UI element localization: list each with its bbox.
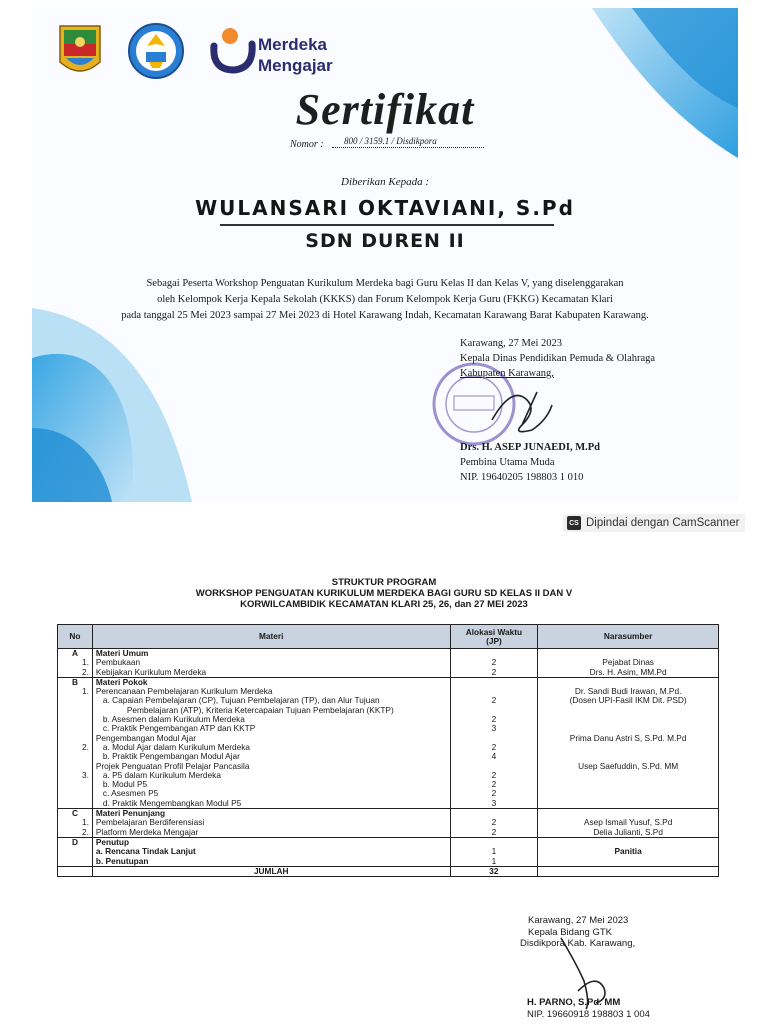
header-jp-line1: Alokasi Waktu [465,626,523,637]
cell-materi: a. P5 dalam Kurikulum Merdeka [92,771,450,780]
program-signer-name: H. PARNO, S.Pd. MM [527,997,621,1008]
program-subtitle: WORKSHOP PENGUATAN KURIKULUM MERDEKA BAGI GURU SD KELAS II DAN V [195,588,573,599]
nomor-label: Nomor : [290,139,324,150]
signer-nip: NIP. 19640205 198803 1 010 [460,472,584,483]
cell-narasumber: Prima Danu Astri S, S.Pd. M.Pd [538,734,719,743]
cell-no: 2. [58,828,93,838]
program-signer-title2: Disdikpora Kab. Karawang, [520,938,636,949]
cell-jp: 2 [450,789,538,798]
brand-line1: Merdeka [258,35,327,54]
camscanner-text: Dipindai dengan CamScanner [586,517,740,529]
table-row [58,668,719,678]
cell-jp: 1 [450,847,538,856]
program-place-date: Karawang, 27 Mei 2023 [528,915,629,926]
cell-no [58,706,93,715]
cell-no [58,847,93,856]
brand-line2: Mengajar [258,56,333,75]
cell-no [58,724,93,733]
given-to-label: Diberikan Kepada : [341,176,429,188]
cell-no: 2. [58,743,93,752]
header-narasumber: Narasumber [538,625,719,649]
cell-narasumber: Pejabat Dinas [538,658,719,667]
cell-narasumber: Drs. H. Asim, MM.Pd [538,668,719,678]
cell-materi: b. Praktik Pengembangan Modul Ajar [92,752,450,761]
cell-materi: Pengembangan Modul Ajar [92,734,450,743]
header-jp [450,625,538,649]
program-table-body [58,649,719,877]
header-no: No [58,625,93,649]
certificate-signer [460,440,600,485]
cell-no [58,752,93,761]
total-narasumber-empty [538,866,719,876]
cell-materi: b. Modul P5 [92,780,450,789]
cell-jp [450,677,538,687]
cell-materi: Pembelajaran Berdiferensiasi [92,818,450,827]
cell-materi: a. Rencana Tindak Lanjut [92,847,450,856]
cell-no: B [58,677,93,687]
cell-jp: 1 [450,857,538,867]
decorative-wave-background [32,8,738,502]
merdeka-mengajar-wordmark [258,34,333,76]
description-line: Sebagai Peserta Workshop Penguatan Kurikulum Merdeka bagi Guru Kelas II dan Kelas V, yang diselenggarakan [146,278,624,289]
cell-jp: 2 [450,668,538,678]
total-spacer [58,866,93,876]
recipient-name: WULANSARI OKTAVIANI, S.Pd [195,196,575,220]
certificate-signature-header [460,336,655,381]
cell-no: 1. [58,687,93,696]
cell-no: 1. [58,658,93,667]
cell-jp: 2 [450,818,538,827]
program-table [57,624,719,877]
cell-materi: Pembukaan [92,658,450,667]
sign-title-line1: Kepala Dinas Pendidikan Pemuda & Olahraga [460,353,656,364]
cell-no: 2. [58,668,93,678]
signature-icon [482,380,562,440]
cell-no: D [58,837,93,847]
program-subtitle-2: KORWILCAMBIDIK KECAMATAN KLARI 25, 26, dan 27 MEI 2023 [240,599,528,610]
cell-no: 1. [58,818,93,827]
cell-jp: 2 [450,771,538,780]
cell-narasumber [538,706,719,715]
cell-narasumber [538,771,719,780]
cell-jp: 2 [450,828,538,838]
cell-narasumber [538,857,719,867]
cell-materi: Materi Penunjang [92,809,450,819]
cell-narasumber [538,799,719,809]
cell-materi: Penutup [92,837,450,847]
cell-materi: a. Modul Ajar dalam Kurikulum Merdeka [92,743,450,752]
cell-materi: Materi Umum [92,649,450,659]
cell-materi: Pembelajaran (ATP), Kriteria Ketercapaian Tujuan Pembelajaran (KKTP) [92,706,450,715]
cell-no: C [58,809,93,819]
cell-no [58,715,93,724]
sign-title-line2: Kabupaten Karawang, [460,368,554,379]
school-name: SDN DUREN II [305,230,465,252]
table-row [58,828,719,838]
cell-narasumber: Asep Ismail Yusuf, S.Pd [538,818,719,827]
table-row [58,857,719,867]
signer-rank: Pembina Utama Muda [460,457,555,468]
cell-no [58,780,93,789]
cell-materi: b. Penutupan [92,857,450,867]
table-header-row [58,625,719,649]
merdeka-mengajar-logo-icon [208,24,258,74]
cell-jp: 2 [450,658,538,667]
cell-materi: Kebijakan Kurikulum Merdeka [92,668,450,678]
cell-narasumber [538,715,719,724]
program-signer-title1: Kepala Bidang GTK [528,926,612,938]
cell-narasumber [538,780,719,789]
cell-no: 3. [58,771,93,780]
cell-no [58,696,93,705]
camscanner-watermark [563,514,745,532]
camscanner-icon: CS [567,516,581,530]
cell-narasumber: Delia Julianti, S.Pd [538,828,719,838]
table-row [58,847,719,856]
cell-narasumber: Panitia [538,847,719,856]
cell-materi: Perencanaan Pembelajaran Kurikulum Merdeka [92,687,450,696]
cell-narasumber [538,789,719,798]
cell-narasumber: (Dosen UPI-Fasil IKM Dit. PSD) [538,696,719,705]
header-materi: Materi [92,625,450,649]
cell-jp: 2 [450,743,538,752]
cell-materi: Materi Pokok [92,677,450,687]
cell-materi: a. Capaian Pembelajaran (CP), Tujuan Pembelajaran (TP), dan Alur Tujuan [92,696,450,705]
cell-jp: 4 [450,752,538,761]
program-signer [527,997,650,1020]
cell-no: A [58,649,93,659]
nomor-value: 800 / 3159.1 / Disdikpora [332,136,484,148]
total-value: 32 [450,866,538,876]
certificate-title: Sertifikat [295,85,475,134]
program-signature-header [520,915,635,950]
sign-place-date: Karawang, 27 Mei 2023 [460,338,563,349]
cell-materi: c. Asesmen P5 [92,789,450,798]
cell-no [58,789,93,798]
cell-jp: 3 [450,799,538,809]
cell-narasumber: Dr. Sandi Budi Irawan, M.Pd. [538,687,719,696]
certificate-page [32,8,738,502]
description-line: pada tanggal 25 Mei 2023 sampai 27 Mei 2023 di Hotel Karawang Indah, Kecamatan Karawang Barat Kabupaten Karawang. [121,310,649,321]
cell-narasumber: Usep Saefuddin, S.Pd. MM [538,762,719,771]
karawang-regency-crest-icon [58,22,102,80]
cell-materi: Projek Penguatan Profil Pelajar Pancasila [92,762,450,771]
cell-materi: b. Asesmen dalam Kurikulum Merdeka [92,715,450,724]
table-row [58,771,719,780]
total-row [58,866,719,876]
cell-jp: 2 [450,715,538,724]
cell-jp: 2 [450,696,538,705]
header-jp-line2: (JP) [486,635,502,646]
cell-materi: Platform Merdeka Mengajar [92,828,450,838]
cell-narasumber [538,743,719,752]
cell-materi: d. Praktik Mengembangkan Modul P5 [92,799,450,809]
program-structure-page [0,565,768,1024]
cell-jp: 3 [450,724,538,733]
program-title: STRUKTUR PROGRAM [331,577,437,588]
cell-jp: 2 [450,780,538,789]
signer-name: Drs. H. ASEP JUNAEDI, M.Pd [460,442,601,453]
recipient-underline [220,224,554,226]
tut-wuri-handayani-logo-icon [127,22,185,80]
cell-materi: c. Praktik Pengembangan ATP dan KKTP [92,724,450,733]
certificate-description [62,276,708,324]
description-line: oleh Kelompok Kerja Kepala Sekolah (KKKS) dan Forum Kelompok Kerja Guru (FKKG) Kecamatan Klari [157,294,613,305]
program-signer-nip: NIP. 19660918 198803 1 004 [527,1008,650,1020]
total-label: JUMLAH [92,866,450,876]
cell-no [58,857,93,867]
